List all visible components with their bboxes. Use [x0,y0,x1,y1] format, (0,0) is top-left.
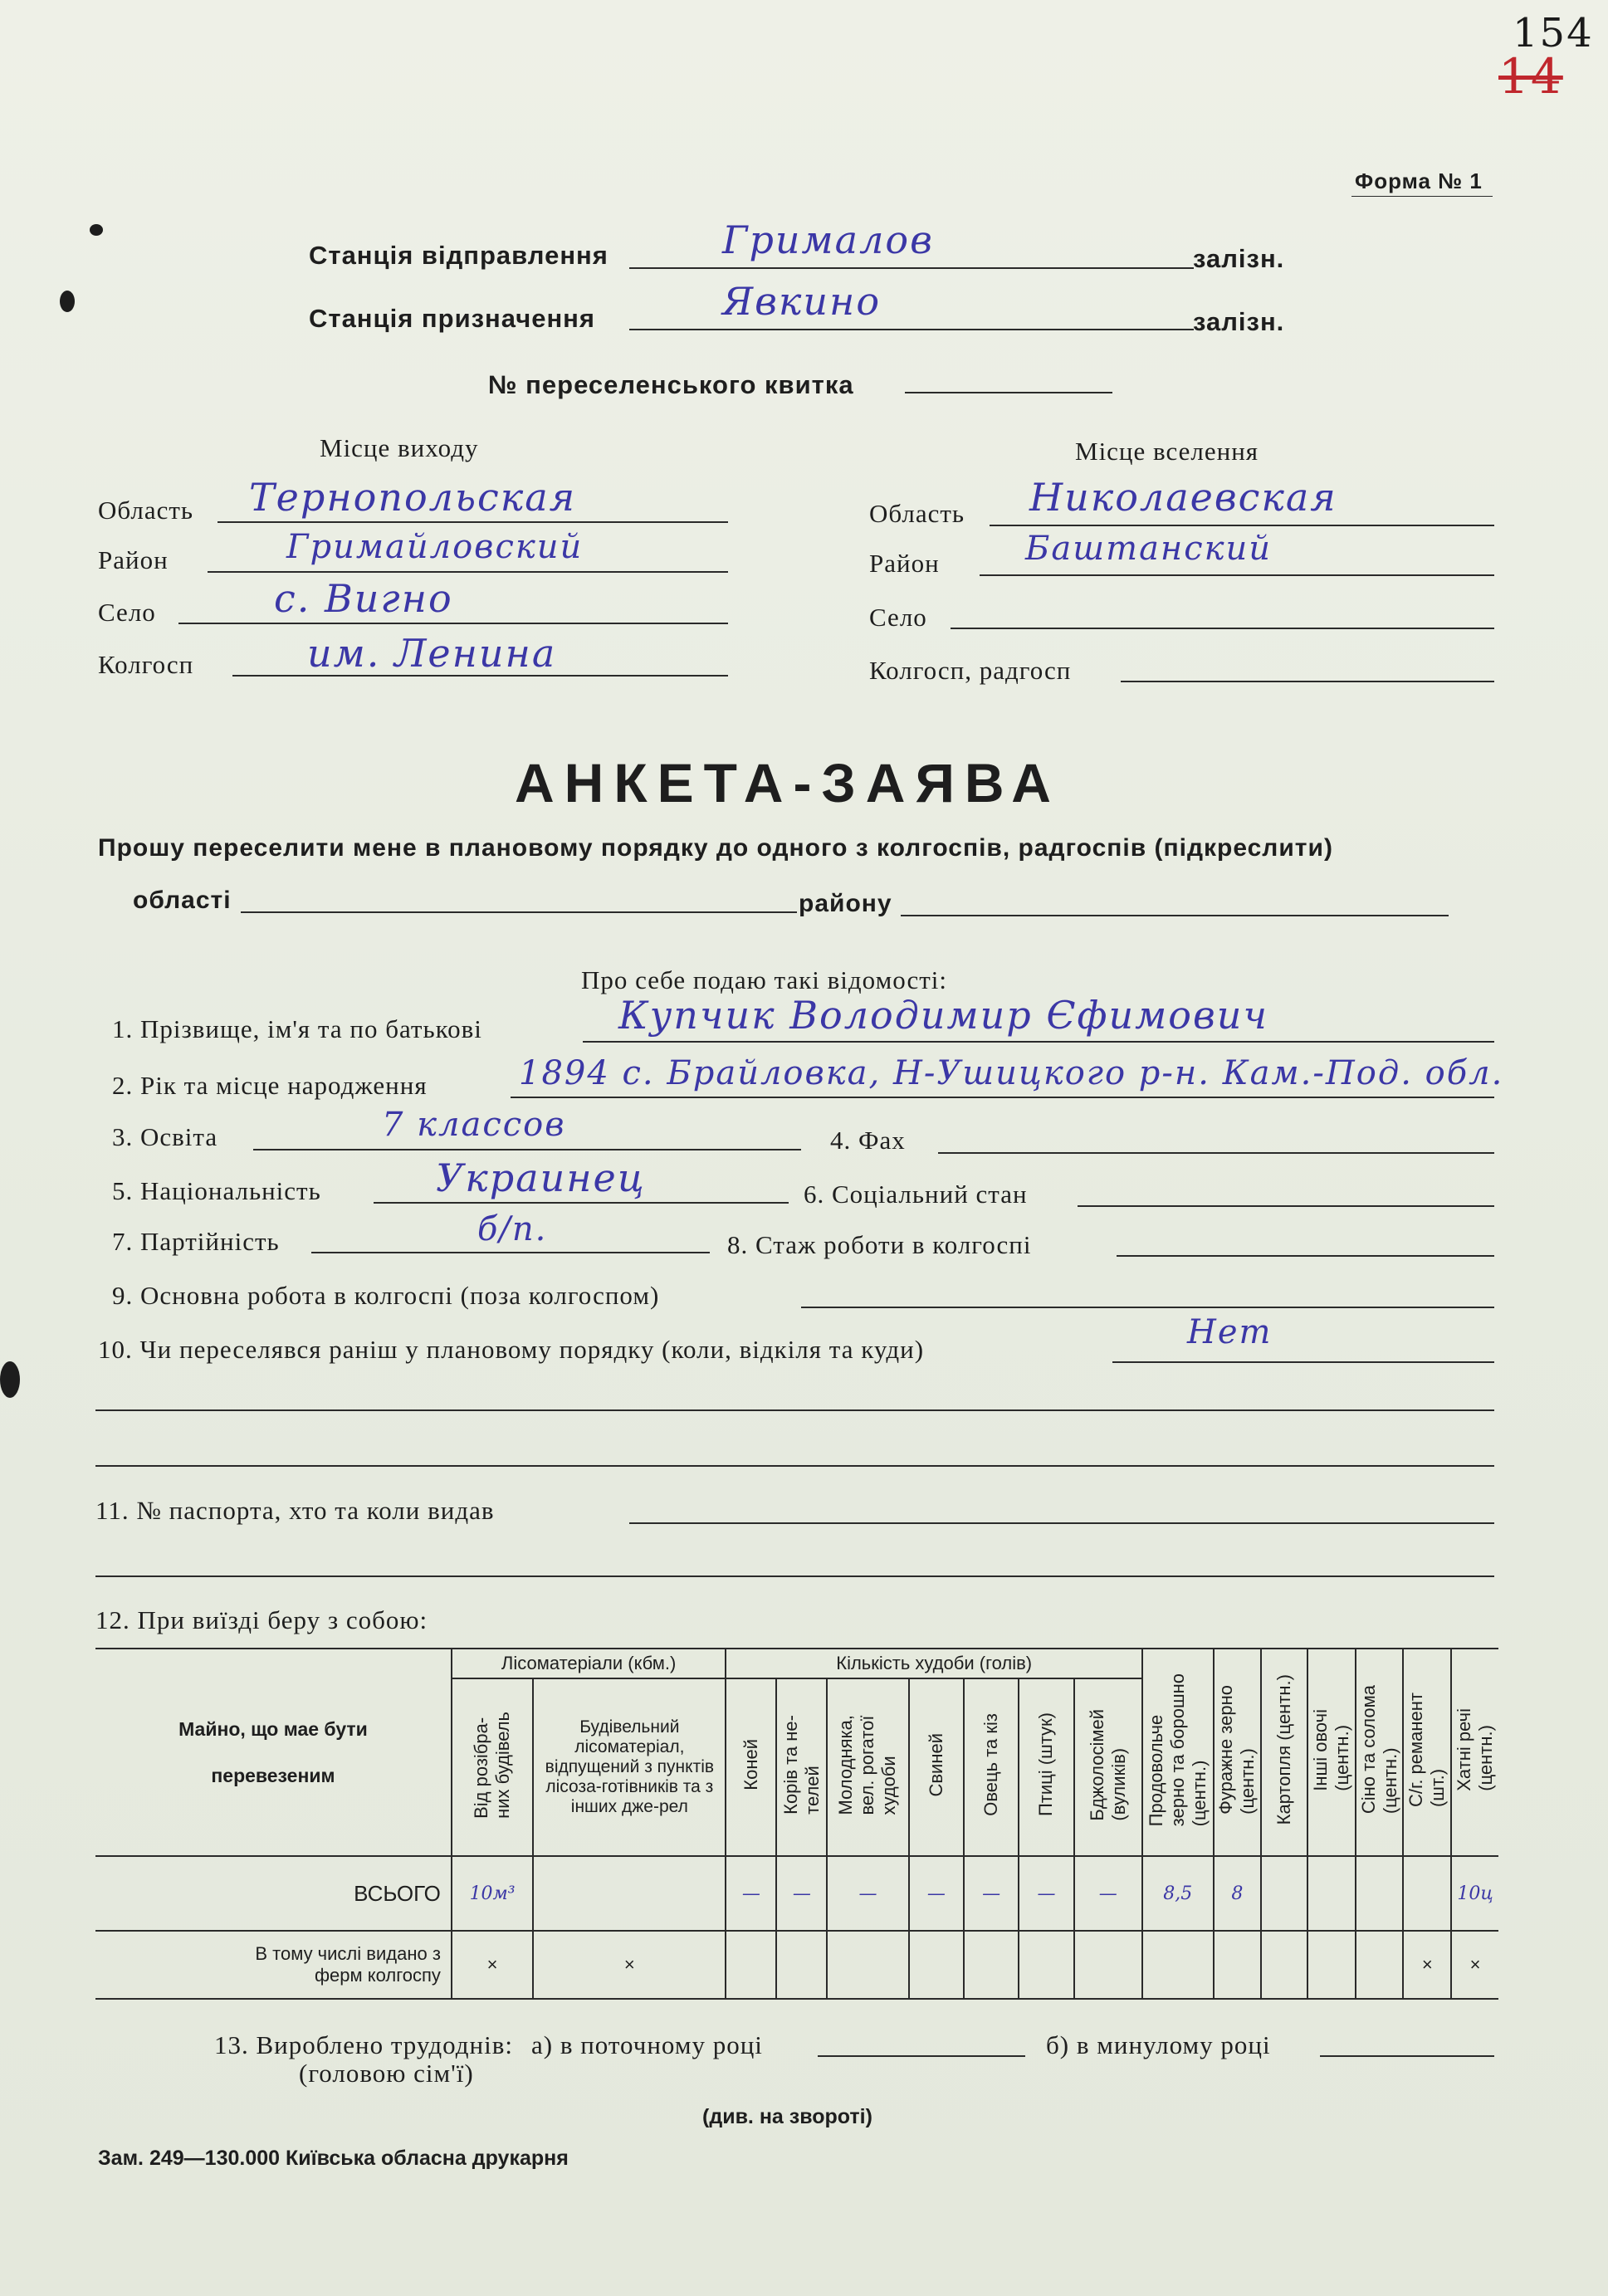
request-raion-line [901,915,1449,916]
table-cell [1307,1856,1356,1931]
lumber-header: Лісоматеріали (кбм.) [452,1649,726,1678]
col-header: Інші овочі (центн.) [1307,1649,1356,1856]
dest-village-label: Село [869,603,927,632]
field-8-label: 8. Стаж роботи в колгоспі [727,1230,1032,1259]
table-cell: × [1451,1931,1498,1999]
printer-note: Зам. 249—130.000 Київська обласна друкарня [98,2147,569,2170]
table-cell: — [827,1856,908,1931]
dest-region-label: Область [869,499,965,528]
col-header: С/г. реманент (шт.) [1403,1649,1451,1856]
table-cell [726,1931,776,1999]
field-10-extra-line [95,1465,1494,1467]
table-cell: × [452,1931,533,1999]
request-raion-label: району [799,890,892,917]
dest-kolkhoz-label: Колгосп, радгосп [869,656,1072,685]
table-cell: 10м³ [452,1856,533,1931]
dest-kolkhoz-line [1121,681,1494,682]
col-header: Сіно та солома (центн.) [1356,1649,1404,1856]
destination-station-value: Явкино [722,279,882,324]
origin-kolkhoz-value: им. Ленина [307,631,557,676]
destination-station-label: Станція призначення [309,304,595,333]
field-3-label: 3. Освіта [112,1122,218,1151]
row-farm-label: В тому числі видано з ферм колгоспу [95,1931,452,1999]
field-13-label: 13. Вироблено трудоднів: [214,2030,514,2059]
departure-line [629,267,1194,269]
field-7-line [311,1252,710,1253]
form-number: Форма № 1 [1355,169,1483,193]
ticket-line [905,392,1112,393]
table-cell [1307,1931,1356,1999]
table-cell: — [726,1856,776,1931]
col-header: Фуражне зерно (центн.) [1214,1649,1262,1856]
table-cell: × [533,1931,726,1999]
destination-station-line [629,329,1194,330]
table-cell [1261,1931,1307,1999]
table-cell: × [1403,1931,1451,1999]
col-header: Корів та не- телей [776,1678,827,1856]
info-intro: Про себе подаю такі відомості: [581,965,948,994]
dest-region-line [990,525,1494,526]
see-back-note: (див. на звороті) [702,2105,872,2128]
livestock-header: Кількість худоби (голів) [726,1649,1142,1678]
table-cell [776,1931,827,1999]
departure-label: Станція відправлення [309,241,608,270]
table-cell: — [776,1856,827,1931]
departure-value: Грималов [722,217,934,262]
field-4-line [938,1152,1494,1154]
table-row-farm [95,1931,1498,1999]
field-13-sub: (головою сім'ї) [299,2059,474,2088]
origin-district-value: Гримайловский [286,528,584,566]
field-13-previous: б) в минулому році [1046,2030,1271,2059]
destination-heading: Місце вселення [1075,437,1259,466]
table-cell: 10ц [1451,1856,1498,1931]
col-header: Бджолосімей (вуликів) [1074,1678,1142,1856]
origin-village-value: с. Вигнo [274,576,453,621]
table-cell [964,1931,1019,1999]
property-header: Майно, що мае бути перевезеним [95,1649,452,1856]
col-header: Продовольче зерно та борошно (центн.) [1142,1649,1214,1856]
origin-district-line [208,571,728,573]
dest-village-line [951,628,1494,629]
field-11-label: 11. № паспорта, хто та коли видав [95,1496,495,1525]
field-10-extra-line [95,1409,1494,1411]
table-cell: — [964,1856,1019,1931]
table-cell [533,1856,726,1931]
field-1-label: 1. Прізвище, ім'я та по батькові [112,1014,482,1043]
field-6-line [1078,1205,1494,1207]
field-4-label: 4. Фах [830,1126,906,1155]
origin-region-line [217,521,728,523]
field-12-label: 12. При виїзді беру з собою: [95,1605,428,1634]
col-header: Картопля (центн.) [1261,1649,1307,1856]
property-table [95,1648,1498,2000]
field-5-label: 5. Національність [112,1176,321,1205]
form-number-underline [1351,196,1493,197]
field-1-value: Купчик Володимир Єфимович [618,993,1269,1038]
table-cell [1214,1931,1262,1999]
ink-stain [90,224,103,236]
col-header: Будівельний лісоматеріал, відпущений з пунктів лісоза-готівників та з інших дже-рел [533,1678,726,1856]
field-9-line [801,1307,1494,1308]
table-cell: 8 [1214,1856,1262,1931]
field-1-line [583,1041,1494,1043]
field-8-line [1117,1255,1494,1257]
origin-village-label: Село [98,598,156,627]
table-cell [1356,1931,1404,1999]
field-2-line [511,1097,1494,1098]
row-total-label: ВСЬОГО [95,1856,452,1931]
page-title: АНКЕТА-ЗАЯВА [515,752,1061,813]
origin-kolkhoz-label: Колгосп [98,650,194,679]
table-cell: — [1019,1856,1073,1931]
col-header: Від розібра- них будівель [452,1678,533,1856]
ink-stain [0,1361,20,1398]
field-3-value: 7 классов [382,1106,566,1144]
archive-number-crossed: 14 [1498,48,1563,105]
field-5-value: Украинец [436,1155,646,1200]
field-7-value: б/п. [477,1210,548,1248]
col-header: Птиці (штук) [1019,1678,1073,1856]
field-13-current: а) в поточному році [531,2030,763,2059]
request-oblast-line [241,911,797,913]
table-cell: 8,5 [1142,1856,1214,1931]
col-header: Свиней [909,1678,964,1856]
table-cell [1356,1856,1404,1931]
request-oblast-label: області [133,887,232,914]
field-13-current-line [818,2055,1025,2057]
table-cell: — [1074,1856,1142,1931]
origin-region-value: Тернопольская [249,475,577,520]
field-10-label: 10. Чи переселявся раніш у плановому порядку (коли, відкіля та куди) [98,1335,925,1364]
table-cell [909,1931,964,1999]
field-2-label: 2. Рік та місце народження [112,1071,428,1100]
field-10-value: Нет [1187,1313,1273,1351]
ink-stain [60,291,75,312]
archive-number: 154 [1513,10,1594,56]
table-cell [827,1931,908,1999]
table-cell [1403,1856,1451,1931]
field-10-line [1112,1361,1494,1363]
request-line: Прошу переселити мене в плановому порядку до одного з колгоспів, радгоспів (підкреслити) [98,834,1333,862]
origin-district-label: Район [98,545,169,574]
destination-rail-suffix: залізн. [1193,307,1285,336]
field-9-label: 9. Основна робота в колгоспі (поза колгоспом) [112,1281,660,1310]
table-cell: — [909,1856,964,1931]
field-5-line [374,1202,789,1204]
table-cell [1261,1856,1307,1931]
dest-region-value: Николаевская [1029,475,1337,520]
col-header: Молодняка, вел. рогатої худоби [827,1678,908,1856]
col-header: Хатні речі (центн.) [1451,1649,1498,1856]
table-cell [1019,1931,1073,1999]
field-11-line [629,1522,1494,1524]
field-6-label: 6. Соціальний стан [804,1180,1028,1209]
field-2-value: 1894 с. Брайловка, Н-Ушицкого р-н. Кам.-Под. обл. [519,1054,1504,1092]
origin-region-label: Область [98,496,194,525]
origin-village-line [178,623,728,624]
col-header: Коней [726,1678,776,1856]
table-cell [1074,1931,1142,1999]
table-cell [1142,1931,1214,1999]
table-row-total [95,1856,1498,1931]
field-13-previous-line [1320,2055,1494,2057]
field-7-label: 7. Партійність [112,1227,280,1256]
dest-district-line [980,574,1494,576]
col-header: Овець та кіз [964,1678,1019,1856]
dest-district-value: Баштанский [1025,530,1273,568]
departure-rail-suffix: залізн. [1193,244,1285,273]
dest-district-label: Район [869,549,940,578]
ticket-label: № переселенського квитка [488,370,854,399]
field-11-extra-line [95,1575,1494,1577]
origin-heading: Місце виходу [320,433,479,462]
field-3-line [253,1149,801,1150]
